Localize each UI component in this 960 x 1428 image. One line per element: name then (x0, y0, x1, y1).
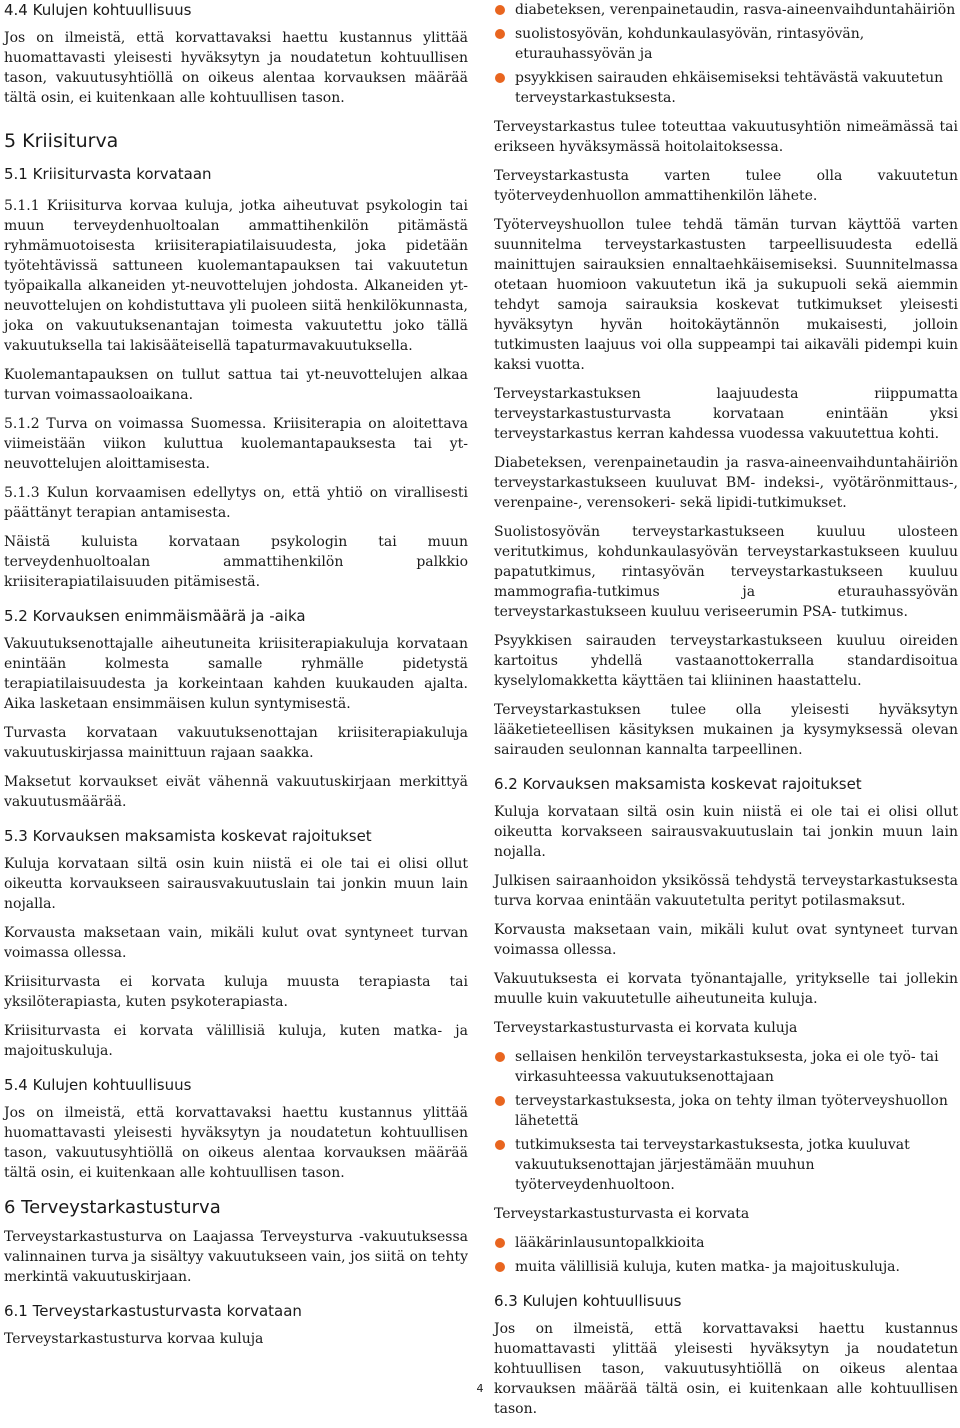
paragraph: Vakuutuksesta ei korvata työnantajalle, yritykselle tai jollekin muulle kuin vakuutetulle aiheutuneita kuluja. (494, 971, 958, 1007)
bullet-icon (495, 1052, 505, 1062)
bullet-icon (495, 73, 505, 83)
paragraph: Terveystarkastus tulee toteuttaa vakuutusyhtiön nimeämässä tai erikseen hyväksymässä hoitolaitoksessa. (494, 119, 958, 155)
left-column (4, 0, 468, 1358)
paragraph: Terveystarkastusta varten tulee olla vakuutetun työterveydenhuollon ammattihenkilön lähete. (494, 168, 958, 204)
heading-6: 6 Terveystarkastusturva (4, 1197, 221, 1218)
paragraph: Kuluja korvataan siltä osin kuin niistä ei ole tai ei olisi ollut oikeutta korvaukseen sairausvakuutuslain tai jonkin muun lain nojalla. (4, 856, 468, 912)
paragraph: Kriisiturvasta ei korvata välillisiä kuluja, kuten matka- ja majoituskuluja. (4, 1023, 468, 1059)
list-item: tutkimuksesta tai terveystarkastuksesta, jotka kuuluvat vakuutuksenottajan järjestämään muuhun työterveydenhuoltoon. (494, 1135, 958, 1195)
list-item: suolistosyövän, kohdunkaulasyövän, rintasyövän, eturauhassyövän ja (494, 24, 958, 64)
bullet-icon (495, 1262, 505, 1272)
paragraph: Terveystarkastusturvasta ei korvata kuluja (494, 1020, 798, 1036)
paragraph: Jos on ilmeistä, että korvattavaksi haettu kustannus ylittää huomattavasti yleisesti hyväksytyn ja noudatetun kohtuullisen tason, vakuutusyhtiöllä on oikeus alentaa korvauksen määrää tältä osin, ei kuitenkaan alle kohtuullisen tason. (4, 30, 468, 106)
list-item: terveystarkastuksesta, joka on tehty ilman työterveyshuollon lähetettä (494, 1091, 958, 1131)
paragraph: Terveystarkastusturvasta ei korvata (494, 1206, 750, 1222)
paragraph: Jos on ilmeistä, että korvattavaksi haettu kustannus ylittää huomattavasti yleisesti hyväksytyn ja noudatetun kohtuullisen tason, vakuutusyhtiöllä on oikeus alentaa korvauksen määrää tältä osin, ei kuitenkaan alle kohtuullisen tason. (4, 1105, 468, 1181)
paragraph: Jos on ilmeistä, että korvattavaksi haettu kustannus huomattavasti ylittää yleisesti hyväksytyn ja noudatetun kohtuullisen tason, vakuutusyhtiöllä on oikeus alentaa korvauksen määrää tältä osin, ei kuitenkaan alle kohtuullisen tason. (494, 1321, 958, 1417)
paragraph: Kuluja korvataan siltä osin kuin niistä ei ole tai ei olisi ollut oikeutta korvakseen sairausvakuutuslain tai jonkin muun lain nojalla. (494, 804, 958, 860)
bullet-icon (495, 1140, 505, 1150)
bullet-list-diseases (494, 0, 958, 108)
paragraph: 5.1.2 Turva on voimassa Suomessa. Kriisiterapia on aloitettava viimeistään viikon kuluttua kuolemantapauksesta tai yt-neuvottelujen aloittamisesta. (4, 416, 468, 472)
paragraph: Terveystarkastuksen tulee olla yleisesti hyväksytyn lääketieteellisen käsityksen mukainen ja kysymyksessä olevan sairauden seulonnan kannalta tarpeellinen. (494, 702, 958, 758)
page-number: 4 (476, 1382, 484, 1395)
paragraph: Terveystarkastusturva on Laajassa Terveysturva -vakuutuksessa valinnainen turva ja sisältyy vakuutukseen vain, jos siitä on tehty merkintä vakuutuskirjaan. (4, 1229, 468, 1285)
bullet-list-exclusions (494, 1047, 958, 1195)
paragraph: Julkisen sairaanhoidon yksikössä tehdystä terveystarkastuksesta turva korvaa enintään vakuutetulta perityt potilasmaksut. (494, 873, 958, 909)
heading-5-1: 5.1 Kriisiturvasta korvataan (4, 165, 212, 183)
list-item: sellaisen henkilön terveystarkastuksesta, joka ei ole työ- tai virkasuhteessa vakuutuksenottajaan (494, 1047, 958, 1087)
list-item: psyykkisen sairauden ehkäisemiseksi tehtävästä vakuutetun terveystarkastuksesta. (494, 68, 958, 108)
paragraph: Työterveyshuollon tulee tehdä tämän turvan käyttöä varten suunnitelma terveystarkastusten tarpeellisuudesta edellä mainittujen sairauksien ennaltaehkäisemiseksi. Suunnitelmassa otetaan huomioon vakuutetun ikä ja sukupuoli sekä aiemmin tehdyt samoja sairauksia koskevat tutkimukset yleisesti hyväksytyn hyvän hoitokäytännön mukaisesti, jolloin tutkimusten laajuus voi olla suppeampi tai aikaväli pidempi kuin kaksi vuotta. (494, 217, 958, 373)
paragraph: Terveystarkastusturva korvaa kuluja (4, 1331, 264, 1347)
right-column (494, 0, 958, 1428)
heading-6-3: 6.3 Kulujen kohtuullisuus (494, 1292, 682, 1310)
heading-5: 5 Kriisiturva (4, 130, 119, 152)
paragraph: Terveystarkastuksen laajuudesta riippumatta terveystarkastusturvasta korvataan enintään yksi terveystarkastus kerran kahdessa vuodessa vakuutettua kohti. (494, 386, 958, 442)
bullet-icon (495, 1096, 505, 1106)
paragraph: Korvausta maksetaan vain, mikäli kulut ovat syntyneet turvan voimassa ollessa. (494, 922, 958, 958)
paragraph: 5.1.1 Kriisiturva korvaa kuluja, jotka aiheutuvat psykologin tai muun terveydenhuoltoalan ammattihenkilön pitämästä ryhmämuotoisesta kriisiterapiatilaisuudesta, joka pidetään työtehtävissä sattuneen kuolemantapauksen tai vakuutetun työpaikalla alkaneiden yt-neuvottelujen johdosta. Alkaneiden yt-neuvottelujen on kohdistuttava yli puoleen siitä henkilökunnasta, joka on vakuutuksenantajan toimesta vakuutettu joko tällä vakuutuksella tai lakisääteisellä tapaturmavakuutuksella. (4, 198, 468, 354)
paragraph: Maksetut korvaukset eivät vähennä vakuutuskirjaan merkittyä vakuutusmäärää. (4, 774, 468, 810)
heading-5-4: 5.4 Kulujen kohtuullisuus (4, 1076, 192, 1094)
heading-5-2: 5.2 Korvauksen enimmäismäärä ja -aika (4, 607, 306, 625)
heading-5-3: 5.3 Korvauksen maksamista koskevat rajoitukset (4, 827, 372, 845)
paragraph: Suolistosyövän terveystarkastukseen kuuluu ulosteen veritutkimus, kohdunkaulasyövän terveystarkastukseen kuuluu papatutkimus, rintasyövän terveystarkastukseen kuuluu mammografia-tutkimus ja eturauhassyövän terveystarkastukseen kuuluu veriseerumin PSA- tutkimus. (494, 524, 958, 620)
paragraph: Kriisiturvasta ei korvata kuluja muusta terapiasta tai yksilöterapiasta, kuten psykoterapiasta. (4, 974, 468, 1010)
paragraph: 5.1.3 Kulun korvaamisen edellytys on, että yhtiö on virallisesti päättänyt terapian antamisesta. (4, 485, 468, 521)
bullet-list-indirect-costs (494, 1233, 958, 1277)
heading-6-1: 6.1 Terveystarkastusturvasta korvataan (4, 1302, 302, 1320)
paragraph: Turvasta korvataan vakuutuksenottajan kriisiterapiakuluja vakuutuskirjassa mainittuun rajaan saakka. (4, 725, 468, 761)
bullet-icon (495, 1238, 505, 1248)
paragraph: Kuolemantapauksen on tullut sattua tai yt-neuvottelujen alkaa turvan voimassaoloaikana. (4, 367, 468, 403)
heading-4-4: 4.4 Kulujen kohtuullisuus (4, 1, 192, 19)
paragraph: Vakuutuksenottajalle aiheutuneita kriisiterapiakuluja korvataan enintään kolmesta samalle ryhmälle pidetystä terapiatilaisuudesta ja korkeintaan kahden kuukauden ajalta. Aika lasketaan ensimmäisen kulun syntymisestä. (4, 636, 468, 712)
list-item: muita välillisiä kuluja, kuten matka- ja majoituskuluja. (494, 1257, 958, 1277)
list-item: lääkärinlausuntopalkkioita (494, 1233, 958, 1253)
paragraph: Psyykkisen sairauden terveystarkastukseen kuuluu oireiden kartoitus yhdellä vastaanottokerralla standardisoitua kyselylomakketta käyttäen tai kliininen haastattelu. (494, 633, 958, 689)
bullet-icon (495, 5, 505, 15)
bullet-icon (495, 29, 505, 39)
paragraph: Näistä kuluista korvataan psykologin tai muun terveydenhuoltoalan ammattihenkilön palkkio kriisiterapiatilaisuuden pitämisestä. (4, 534, 468, 590)
list-item: diabeteksen, verenpainetaudin, rasva-aineenvaihduntahäiriön (494, 0, 958, 20)
paragraph: Diabeteksen, verenpainetaudin ja rasva-aineenvaihduntahäiriön terveystarkastukseen kuuluvat BM- indeksi-, vyötärönmittaus-, verenpaine-, verensokeri- sekä lipidi-tutkimukset. (494, 455, 958, 511)
heading-6-2: 6.2 Korvauksen maksamista koskevat rajoitukset (494, 775, 862, 793)
paragraph: Korvausta maksetaan vain, mikäli kulut ovat syntyneet turvan voimassa ollessa. (4, 925, 468, 961)
